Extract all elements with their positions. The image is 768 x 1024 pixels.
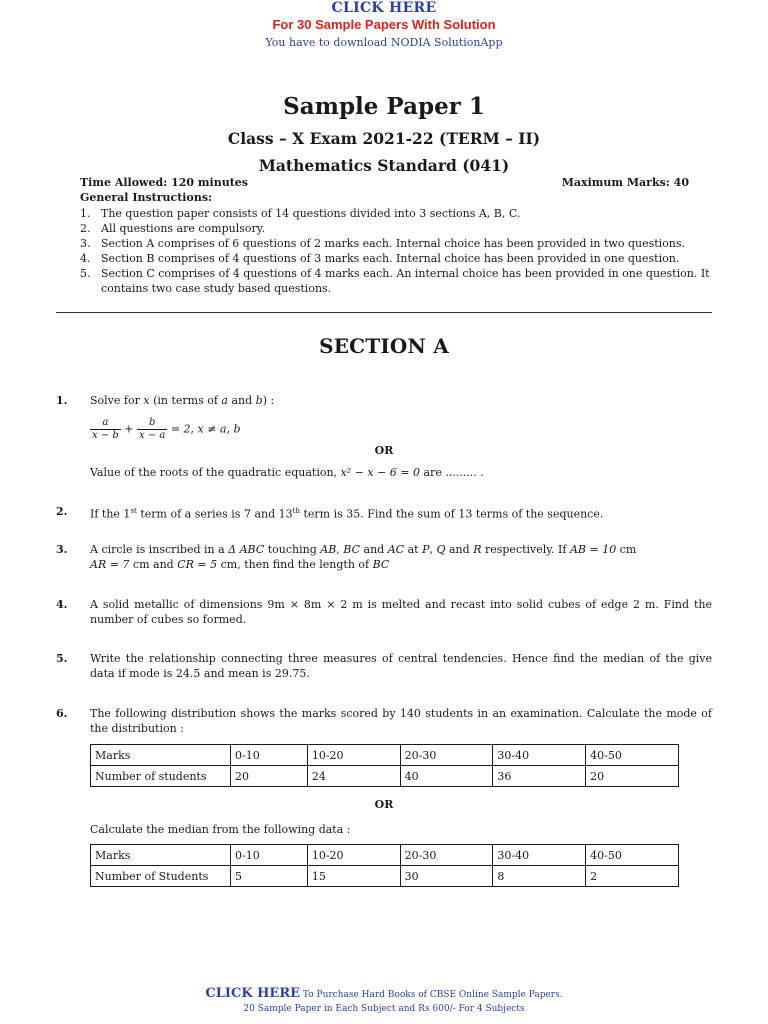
question-text: The following distribution shows the marks scored by 140 students in an examination. Calculate the mode of the distribution : [90, 707, 712, 735]
table-cell: 20 [586, 766, 679, 787]
instruction-text: The question paper consists of 14 questions divided into 3 sections A, B, C. [101, 207, 521, 220]
table-cell: Number of students [91, 766, 231, 787]
question-number: 2. [56, 505, 68, 518]
table-cell: 15 [307, 866, 400, 887]
table-cell: 30 [400, 866, 493, 887]
time-allowed: Time Allowed: 120 minutes [80, 176, 248, 189]
table-row [91, 866, 679, 887]
table-row [91, 766, 679, 787]
table-cell: 36 [493, 766, 586, 787]
table-cell: 20-30 [400, 745, 493, 766]
question-6-alternative: Calculate the median from the following data : [90, 823, 351, 836]
table-cell: Marks [91, 845, 231, 866]
table-cell: 20-30 [400, 845, 493, 866]
table-cell: 30-40 [493, 745, 586, 766]
instruction-number: 3. [80, 237, 91, 250]
instruction-text: Section A comprises of 6 questions of 2 marks each. Internal choice has been provided in two questions. [101, 237, 686, 250]
table-cell: 5 [231, 866, 308, 887]
table-cell: 2 [586, 866, 679, 887]
instruction-text: Section C comprises of 4 questions of 4 marks each. An internal choice has been provided in one question. It contains two case study based questions. [101, 267, 710, 295]
table-row [91, 845, 679, 866]
instruction-text: All questions are compulsory. [101, 222, 266, 235]
divider-line [56, 312, 712, 313]
footer-click-here-link[interactable]: CLICK HERE [205, 986, 301, 1001]
question-text: A circle is inscribed in a Δ ABC touching AB, BC and AC at P, Q and R respectively. If AB = 10 cm AR = 7 cm and CR = 5 cm, then find the length of BC [90, 543, 637, 571]
table-cell: Marks [91, 745, 231, 766]
table-cell: 40-50 [586, 745, 679, 766]
header-download-note: You have to download NODIA SolutionApp [265, 36, 503, 49]
plus-sign: + [124, 422, 134, 436]
question-text: Solve for x (in terms of a and b) : [90, 394, 275, 407]
footer-offer-text: 20 Sample Paper in Each Subject and Rs 600/- For 4 Subjects [243, 1004, 525, 1014]
table-cell: 10-20 [307, 745, 400, 766]
question-text: A solid metallic of dimensions 9m × 8m × 2 m is melted and recast into solid cubes of edge 2 m. Find the number of cubes so formed. [90, 598, 712, 626]
header-click-here-link[interactable]: CLICK HERE [331, 0, 437, 16]
table-cell: 0-10 [231, 745, 308, 766]
general-instructions-heading: General Instructions: [80, 191, 213, 204]
fraction: $\frac{a}{x - b}$ [92, 417, 119, 441]
question-text: If the 1st term of a series is 7 and 13th term is 35. Find the sum of 13 terms of the sequence. [90, 507, 604, 521]
header-sample-papers-link[interactable]: For 30 Sample Papers With Solution [272, 17, 496, 32]
instruction-text: Section B comprises of 4 questions of 3 marks each. Internal choice has been provided in one question. [101, 252, 680, 265]
section-a-heading: SECTION A [319, 334, 449, 358]
distribution-table-2 [90, 844, 679, 887]
instruction-number: 1. [80, 207, 91, 220]
table-cell: 40 [400, 766, 493, 787]
table-cell: 10-20 [307, 845, 400, 866]
footer-purchase-text: To Purchase Hard Books of CBSE Online Sample Papers. [300, 990, 563, 1000]
instruction-number: 4. [80, 252, 91, 265]
table-cell: 30-40 [493, 845, 586, 866]
question-text: Write the relationship connecting three measures of central tendencies. Hence find the median of the give data if mode is 24.5 and mean is 29.75. [90, 652, 712, 680]
question-number: 5. [56, 652, 68, 665]
footer-purchase-line [0, 986, 768, 1001]
subject-line: Mathematics Standard (041) [258, 156, 510, 175]
table-cell: Number of Students [91, 866, 231, 887]
question-1-alternative: Value of the roots of the quadratic equation, x² − x − 6 = 0 are ......... . [90, 466, 484, 479]
or-label: OR [374, 444, 394, 457]
table-cell: 40-50 [586, 845, 679, 866]
table-cell: 0-10 [231, 845, 308, 866]
fraction: $\frac{b}{x - a}$ [139, 417, 166, 441]
equation-q1 [90, 417, 241, 442]
instruction-number: 2. [80, 222, 91, 235]
table-row [91, 745, 679, 766]
table-cell: 20 [231, 766, 308, 787]
table-cell: 24 [307, 766, 400, 787]
instruction-number: 5. [80, 267, 91, 280]
distribution-table-1 [90, 744, 679, 787]
question-number: 1. [56, 394, 68, 407]
table-cell: 8 [493, 866, 586, 887]
paper-title: Sample Paper 1 [283, 93, 485, 120]
or-label: OR [374, 798, 394, 811]
question-number: 6. [56, 707, 68, 720]
question-number: 3. [56, 543, 68, 556]
class-line: Class – X Exam 2021-22 (TERM – II) [227, 129, 541, 148]
equation-rest: = 2, x ≠ a, b [170, 422, 241, 436]
max-marks: Maximum Marks: 40 [561, 176, 689, 189]
question-number: 4. [56, 598, 68, 611]
